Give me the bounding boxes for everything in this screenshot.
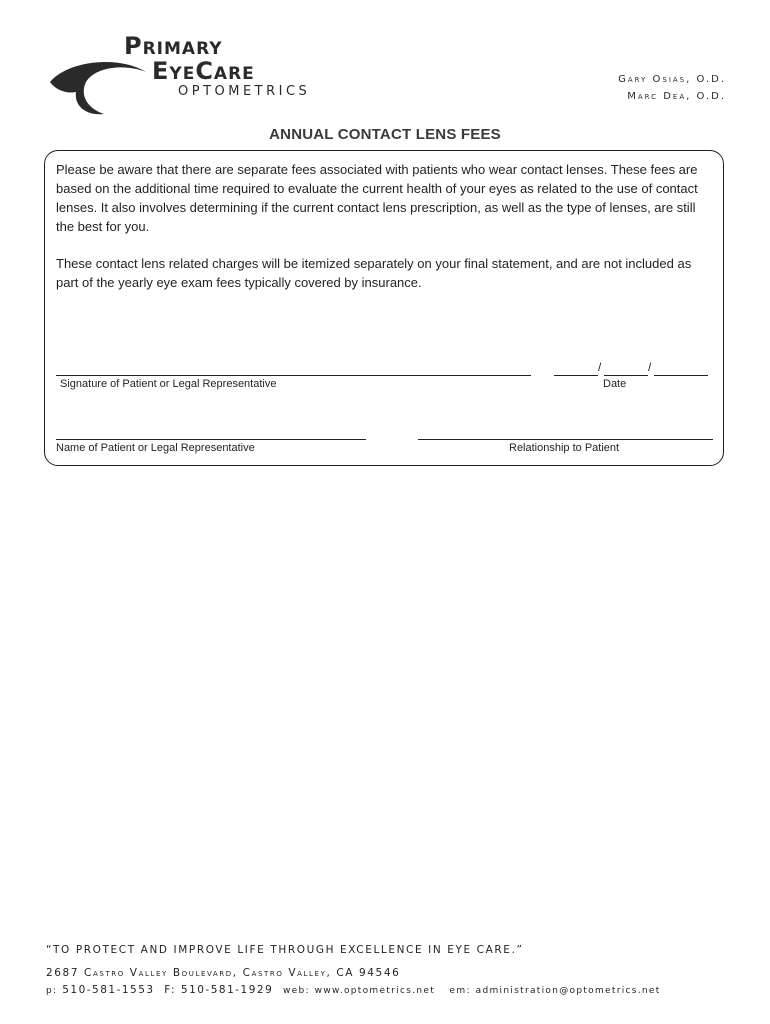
logo-swoosh-icon xyxy=(46,52,156,124)
doctor-name: Gary Osias, O.D. xyxy=(618,74,726,85)
fax-label: F: xyxy=(164,984,177,996)
fax-number: 510-581-1929 xyxy=(180,984,274,996)
date-label: Date xyxy=(603,378,627,390)
doctor-name: Marc Dea, O.D. xyxy=(627,91,726,102)
notice-paragraph: Please be aware that there are separate fees associated with patients who wear contact lenses. These fees are based on the additional time required to evaluate the current health of your eyes as related to the use of contact lenses. It also involves determining if the current contact lens prescription, as well as the type of lenses, are still the best for you. xyxy=(56,162,698,234)
logo-optometrics-text: OPTOMETRICS xyxy=(178,84,311,99)
doctor-list xyxy=(618,71,726,105)
signature-label: Signature of Patient or Legal Representative xyxy=(60,378,277,390)
footer-motto: “TO PROTECT AND IMPROVE LIFE THROUGH EXCELLENCE IN EYE CARE.” xyxy=(46,944,524,956)
footer-contact xyxy=(46,984,726,996)
web-label: web: xyxy=(282,986,310,996)
date-day-line[interactable] xyxy=(604,375,648,376)
email-link[interactable]: administration@optometrics.net xyxy=(475,986,661,996)
web-link[interactable]: www.optometrics.net xyxy=(314,986,436,996)
relationship-label: Relationship to Patient xyxy=(509,442,620,454)
name-line[interactable] xyxy=(56,439,366,440)
date-slash: / xyxy=(598,360,602,374)
logo-eyecare-text: EyeCare xyxy=(152,57,255,85)
date-year-line[interactable] xyxy=(654,375,708,376)
page-title: ANNUAL CONTACT LENS FEES xyxy=(269,126,501,143)
date-month-line[interactable] xyxy=(554,375,598,376)
relationship-line[interactable] xyxy=(418,439,713,440)
email-label: em: xyxy=(449,986,471,996)
logo-primary-text: Primary xyxy=(124,32,223,60)
name-label: Name of Patient or Legal Representative xyxy=(56,442,255,454)
notice-paragraph: These contact lens related charges will be itemized separately on your final statement, and are not included as part of the yearly eye exam fees typically covered by insurance. xyxy=(56,256,692,290)
footer-address: 2687 Castro Valley Boulevard, Castro Valley, CA 94546 xyxy=(46,967,401,979)
phone-number: 510-581-1553 xyxy=(62,984,155,996)
date-slash: / xyxy=(648,360,652,374)
signature-line[interactable] xyxy=(56,375,531,376)
phone-label: p: xyxy=(46,986,58,996)
